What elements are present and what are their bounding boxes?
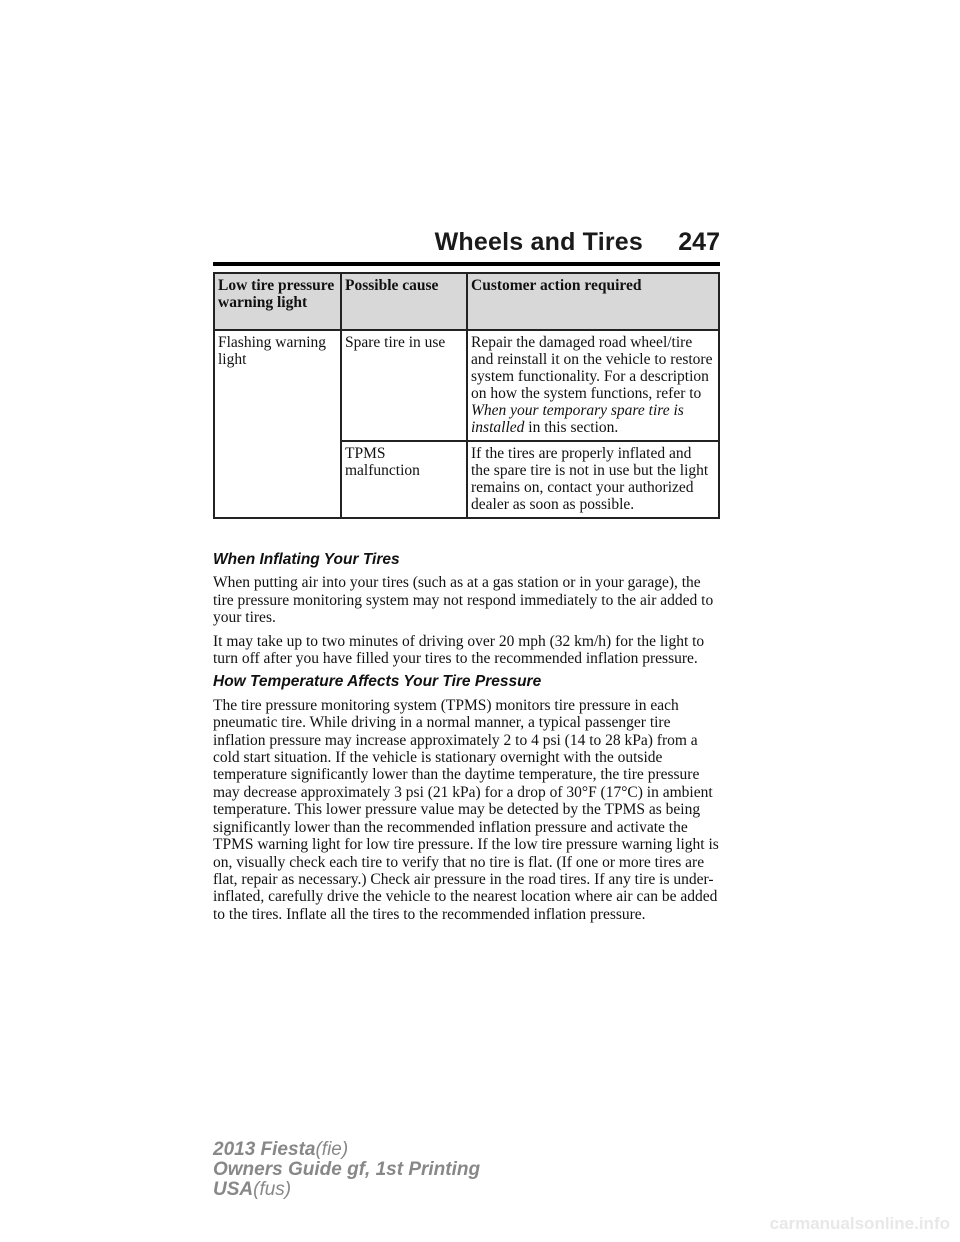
table-cell-cause: Spare tire in use xyxy=(341,330,467,441)
footer-code: (fie) xyxy=(315,1139,349,1160)
footer-line xyxy=(213,1160,480,1180)
action-text: in this section. xyxy=(524,419,619,436)
action-text: Repair the damaged road wheel/tire and reinstall it on the vehicle to restore system functionality. For a description on how the system functions, refer to xyxy=(471,334,713,402)
page-header xyxy=(213,228,720,266)
table-row xyxy=(214,441,719,518)
footer-code: (fus) xyxy=(253,1179,292,1200)
footer-model: 2013 Fiesta xyxy=(213,1139,316,1160)
table-header-cell: Customer action required xyxy=(467,273,719,330)
page-title: Wheels and Tires xyxy=(434,228,643,256)
section-heading: When Inflating Your Tires xyxy=(213,551,400,568)
paragraph: It may take up to two minutes of driving over 20 mph (32 km/h) for the light to turn off after you have filled your tires to the recommended inflation pressure. xyxy=(213,632,705,668)
table-header-row xyxy=(214,273,719,330)
section-heading: How Temperature Affects Your Tire Pressure xyxy=(213,673,542,691)
footer-line xyxy=(213,1140,480,1160)
page-footer xyxy=(213,1140,480,1200)
table-header-cell: Possible cause xyxy=(341,273,467,330)
warning-light-table xyxy=(213,272,720,519)
watermark-text: carmanualsonline.info xyxy=(769,1214,950,1233)
body-content xyxy=(213,551,723,929)
paragraph: When putting air into your tires (such as at a gas station or in your garage), the tire pressure monitoring system may not respond immediately to the air added to your tires. xyxy=(213,574,714,627)
paragraph: The tire pressure monitoring system (TPMS) monitors tire pressure in each pneumatic tire. While driving in a normal manner, a typical passenger tire inflation pressure may increase approximately 2 to 4 psi (14 to 28 kPa) from a cold start situation. If the vehicle is stationary overnight with the outside temperature significantly lower than the daytime temperature, the tire pressure may decrease approximately 3 psi (21 kPa) for a drop of 30°F (17°C) in ambient temperature. This lower pressure value may be detected by the TPMS as being significantly lower than the recommended inflation pressure and activate the TPMS warning light for low tire pressure. If the low tire pressure warning light is on, visually check each tire to verify that no tire is flat. (If one or more tires are flat, repair as necessary.) Check air pressure in the road tires. If any tire is under-inflated, carefully drive the vehicle to the nearest location where air can be added to the tires. Inflate all the tires to the recommended inflation pressure. xyxy=(213,696,719,923)
footer-line xyxy=(213,1180,480,1200)
page-number: 247 xyxy=(678,228,720,256)
cross-reference: When your temporary spare tire is installed xyxy=(471,402,684,436)
footer-market: USA xyxy=(213,1179,254,1200)
table-cell-light-empty xyxy=(214,441,341,518)
table-cell-cause: TPMS malfunction xyxy=(341,441,467,518)
footer-edition: Owners Guide gf, 1st Printing xyxy=(213,1159,481,1180)
table-header-cell: Low tire pressure warning light xyxy=(214,273,341,330)
table-cell-action xyxy=(467,330,719,441)
table-cell-light: Flashing warning light xyxy=(214,330,341,441)
table-row xyxy=(214,330,719,441)
table-cell-action: If the tires are properly inflated and the spare tire is not in use but the light remains on, contact your authorized dealer as soon as possible. xyxy=(467,441,719,518)
